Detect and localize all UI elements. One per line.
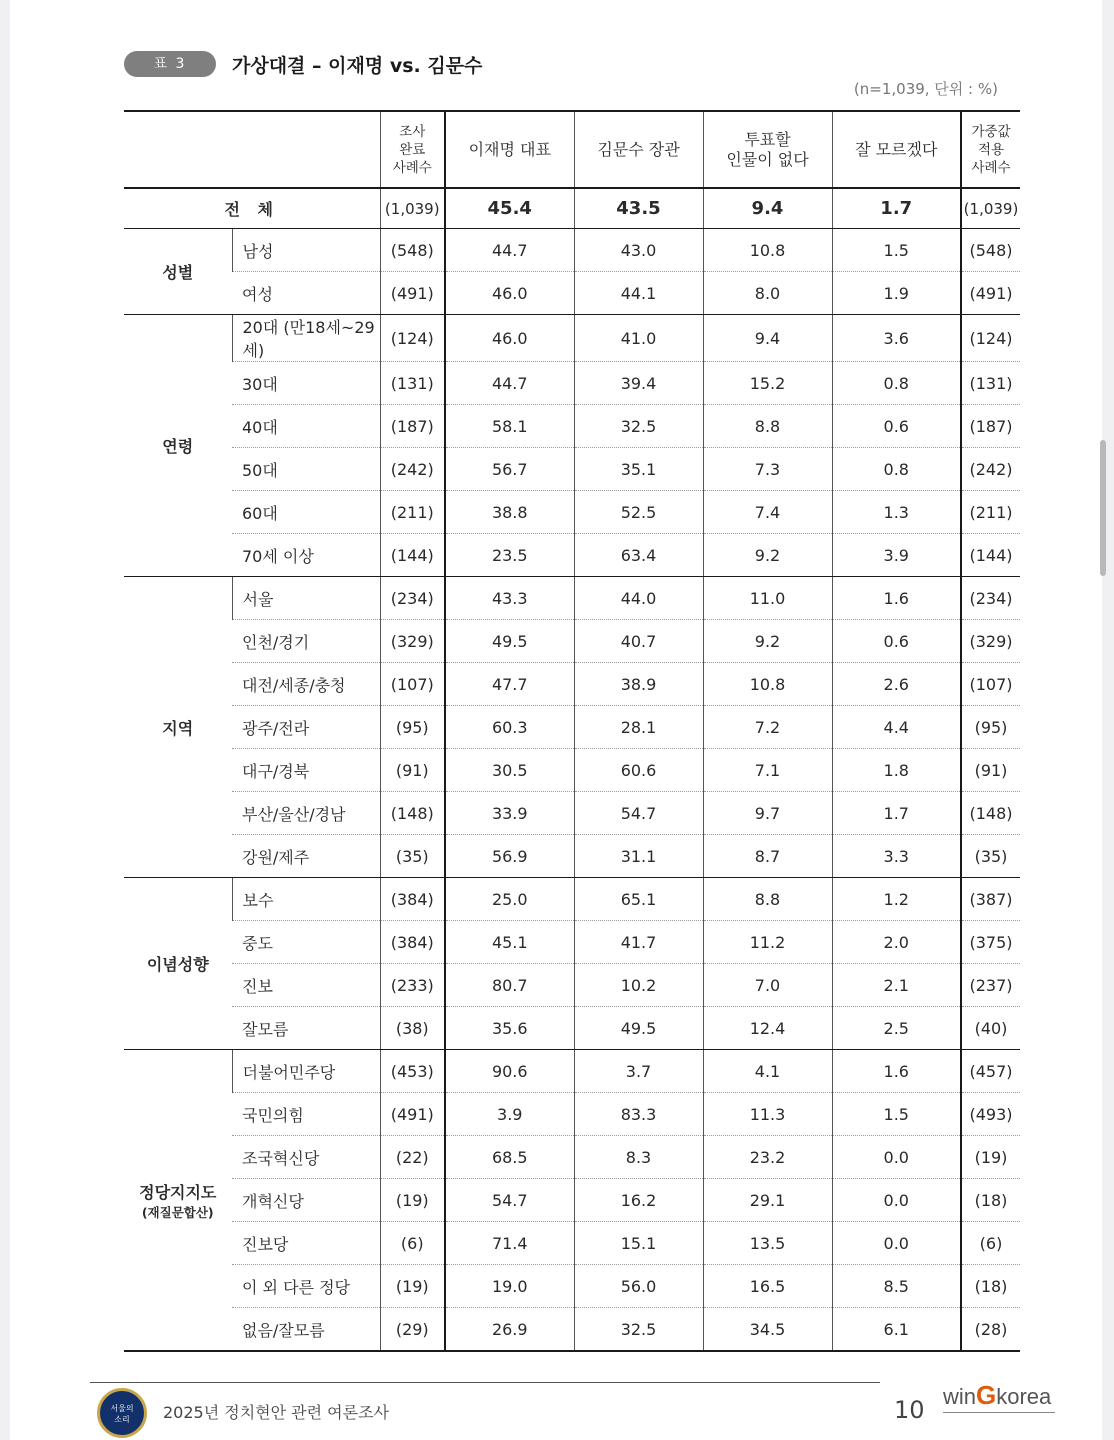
table-row (124, 878, 1020, 921)
row-label: 광주/전라 (232, 706, 380, 749)
weighted-count: (40) (961, 1007, 1020, 1050)
value-lee: 56.9 (445, 835, 574, 878)
row-count: (35) (380, 835, 445, 878)
survey-results-table (124, 110, 1020, 1352)
value-lee: 90.6 (445, 1050, 574, 1093)
value-kim: 83.3 (574, 1093, 703, 1136)
row-label: 보수 (232, 878, 380, 921)
value-kim: 49.5 (574, 1007, 703, 1050)
row-label: 더불어민주당 (232, 1050, 380, 1093)
weighted-count: (329) (961, 620, 1020, 663)
weighted-count: (548) (961, 229, 1020, 272)
value-lee: 46.0 (445, 272, 574, 315)
total-lee: 45.4 (445, 188, 574, 229)
value-lee: 49.5 (445, 620, 574, 663)
total-label: 전 체 (124, 188, 380, 229)
row-count: (234) (380, 577, 445, 620)
weighted-count: (91) (961, 749, 1020, 792)
value-kim: 43.0 (574, 229, 703, 272)
value-dk: 0.0 (832, 1136, 961, 1179)
value-none: 7.4 (703, 491, 832, 534)
group-label: 정당지지도 (재질문합산) (124, 1050, 232, 1352)
weighted-count: (35) (961, 835, 1020, 878)
page-number: 10 (894, 1396, 925, 1424)
table-row (124, 448, 1020, 491)
table-row (124, 1136, 1020, 1179)
total-none: 9.4 (703, 188, 832, 229)
row-count: (6) (380, 1222, 445, 1265)
value-none: 12.4 (703, 1007, 832, 1050)
weighted-count: (131) (961, 362, 1020, 405)
row-count: (384) (380, 878, 445, 921)
value-dk: 2.5 (832, 1007, 961, 1050)
table-row (124, 792, 1020, 835)
value-none: 7.2 (703, 706, 832, 749)
row-count: (491) (380, 272, 445, 315)
value-dk: 6.1 (832, 1308, 961, 1352)
table-row (124, 1050, 1020, 1093)
value-lee: 3.9 (445, 1093, 574, 1136)
value-lee: 80.7 (445, 964, 574, 1007)
value-dk: 3.6 (832, 315, 961, 362)
document-page (10, 0, 1102, 1440)
value-lee: 23.5 (445, 534, 574, 577)
weighted-count: (6) (961, 1222, 1020, 1265)
value-dk: 1.3 (832, 491, 961, 534)
value-none: 11.3 (703, 1093, 832, 1136)
weighted-count: (124) (961, 315, 1020, 362)
weighted-count: (242) (961, 448, 1020, 491)
row-label: 30대 (232, 362, 380, 405)
value-dk: 0.0 (832, 1179, 961, 1222)
weighted-count: (19) (961, 1136, 1020, 1179)
value-kim: 41.0 (574, 315, 703, 362)
value-dk: 0.6 (832, 620, 961, 663)
row-label: 부산/울산/경남 (232, 792, 380, 835)
value-none: 29.1 (703, 1179, 832, 1222)
value-lee: 68.5 (445, 1136, 574, 1179)
value-kim: 52.5 (574, 491, 703, 534)
value-kim: 39.4 (574, 362, 703, 405)
weighted-count: (375) (961, 921, 1020, 964)
value-none: 7.0 (703, 964, 832, 1007)
table-row (124, 577, 1020, 620)
value-lee: 26.9 (445, 1308, 574, 1352)
value-dk: 0.8 (832, 362, 961, 405)
weighted-count: (107) (961, 663, 1020, 706)
row-count: (131) (380, 362, 445, 405)
scrollbar-thumb[interactable] (1100, 440, 1106, 576)
value-kim: 63.4 (574, 534, 703, 577)
weighted-count: (237) (961, 964, 1020, 1007)
header-count: 조사 완료 사례수 (380, 111, 445, 188)
value-none: 9.2 (703, 534, 832, 577)
value-dk: 3.3 (832, 835, 961, 878)
value-dk: 1.2 (832, 878, 961, 921)
value-none: 11.2 (703, 921, 832, 964)
row-label: 인천/경기 (232, 620, 380, 663)
value-none: 13.5 (703, 1222, 832, 1265)
table-row (124, 620, 1020, 663)
row-label: 70세 이상 (232, 534, 380, 577)
value-kim: 44.1 (574, 272, 703, 315)
value-lee: 46.0 (445, 315, 574, 362)
table-row (124, 921, 1020, 964)
table-row (124, 835, 1020, 878)
value-none: 8.0 (703, 272, 832, 315)
weighted-count: (387) (961, 878, 1020, 921)
row-count: (22) (380, 1136, 445, 1179)
value-kim: 31.1 (574, 835, 703, 878)
total-row (124, 188, 1020, 229)
group-label: 연령 (124, 315, 232, 577)
row-count: (19) (380, 1179, 445, 1222)
row-label: 50대 (232, 448, 380, 491)
row-label: 여성 (232, 272, 380, 315)
table-row (124, 1093, 1020, 1136)
value-kim: 8.3 (574, 1136, 703, 1179)
value-dk: 4.4 (832, 706, 961, 749)
total-dk: 1.7 (832, 188, 961, 229)
value-dk: 0.0 (832, 1222, 961, 1265)
row-count: (242) (380, 448, 445, 491)
value-none: 10.8 (703, 229, 832, 272)
value-lee: 30.5 (445, 749, 574, 792)
value-none: 9.7 (703, 792, 832, 835)
value-kim: 38.9 (574, 663, 703, 706)
row-count: (144) (380, 534, 445, 577)
value-none: 15.2 (703, 362, 832, 405)
header-none: 투표할 인물이 없다 (703, 111, 832, 188)
value-kim: 60.6 (574, 749, 703, 792)
row-label: 진보 (232, 964, 380, 1007)
publisher-logo: 서울의 소리 (97, 1388, 147, 1438)
row-label: 없음/잘모름 (232, 1308, 380, 1352)
value-none: 34.5 (703, 1308, 832, 1352)
row-count: (548) (380, 229, 445, 272)
value-lee: 71.4 (445, 1222, 574, 1265)
row-count: (329) (380, 620, 445, 663)
value-kim: 65.1 (574, 878, 703, 921)
value-kim: 54.7 (574, 792, 703, 835)
value-kim: 28.1 (574, 706, 703, 749)
value-dk: 0.6 (832, 405, 961, 448)
value-lee: 44.7 (445, 362, 574, 405)
value-none: 4.1 (703, 1050, 832, 1093)
value-lee: 44.7 (445, 229, 574, 272)
table-title: 가상대결 – 이재명 vs. 김문수 (232, 54, 483, 77)
row-count: (187) (380, 405, 445, 448)
weighted-count: (493) (961, 1093, 1020, 1136)
row-count: (19) (380, 1265, 445, 1308)
row-label: 중도 (232, 921, 380, 964)
value-dk: 1.5 (832, 1093, 961, 1136)
weighted-count: (491) (961, 272, 1020, 315)
table-row (124, 1179, 1020, 1222)
value-dk: 1.9 (832, 272, 961, 315)
value-dk: 1.7 (832, 792, 961, 835)
row-count: (29) (380, 1308, 445, 1352)
row-count: (453) (380, 1050, 445, 1093)
table-row (124, 663, 1020, 706)
value-none: 7.3 (703, 448, 832, 491)
value-lee: 54.7 (445, 1179, 574, 1222)
value-none: 7.1 (703, 749, 832, 792)
sample-unit-note: (n=1,039, 단위 : %) (853, 80, 998, 98)
total-count: (1,039) (380, 188, 445, 229)
value-none: 23.2 (703, 1136, 832, 1179)
footer-survey-name: 2025년 정치현안 관련 여론조사 (163, 1403, 389, 1422)
header-weighted: 가중값 적용 사례수 (961, 111, 1020, 188)
value-kim: 44.0 (574, 577, 703, 620)
row-label: 대전/세종/충청 (232, 663, 380, 706)
value-none: 8.8 (703, 405, 832, 448)
row-label: 이 외 다른 정당 (232, 1265, 380, 1308)
row-label: 조국혁신당 (232, 1136, 380, 1179)
value-dk: 0.8 (832, 448, 961, 491)
weighted-count: (457) (961, 1050, 1020, 1093)
value-dk: 2.6 (832, 663, 961, 706)
table-row (124, 1007, 1020, 1050)
value-lee: 19.0 (445, 1265, 574, 1308)
value-kim: 32.5 (574, 405, 703, 448)
weighted-count: (234) (961, 577, 1020, 620)
table-title-row (124, 50, 482, 78)
value-lee: 25.0 (445, 878, 574, 921)
table-number-badge: 표 3 (124, 51, 216, 77)
row-label: 60대 (232, 491, 380, 534)
value-dk: 3.9 (832, 534, 961, 577)
row-count: (384) (380, 921, 445, 964)
table-row (124, 749, 1020, 792)
table-row (124, 534, 1020, 577)
value-kim: 35.1 (574, 448, 703, 491)
group-label: 이념성향 (124, 878, 232, 1050)
row-label: 진보당 (232, 1222, 380, 1265)
row-count: (91) (380, 749, 445, 792)
row-label: 국민의힘 (232, 1093, 380, 1136)
total-kim: 43.5 (574, 188, 703, 229)
footer-divider (90, 1382, 880, 1383)
value-lee: 56.7 (445, 448, 574, 491)
value-kim: 32.5 (574, 1308, 703, 1352)
value-lee: 43.3 (445, 577, 574, 620)
value-lee: 60.3 (445, 706, 574, 749)
value-none: 10.8 (703, 663, 832, 706)
table-row (124, 706, 1020, 749)
table-row (124, 1308, 1020, 1352)
value-dk: 1.6 (832, 577, 961, 620)
table-row (124, 491, 1020, 534)
total-weighted: (1,039) (961, 188, 1020, 229)
row-count: (38) (380, 1007, 445, 1050)
weighted-count: (18) (961, 1179, 1020, 1222)
row-count: (233) (380, 964, 445, 1007)
value-kim: 15.1 (574, 1222, 703, 1265)
header-lee: 이재명 대표 (445, 111, 574, 188)
row-label: 강원/제주 (232, 835, 380, 878)
row-count: (491) (380, 1093, 445, 1136)
value-dk: 1.6 (832, 1050, 961, 1093)
row-count: (124) (380, 315, 445, 362)
brand-underline (943, 1412, 1055, 1413)
value-none: 11.0 (703, 577, 832, 620)
header-empty (124, 111, 380, 188)
group-label: 성별 (124, 229, 232, 315)
row-label: 개혁신당 (232, 1179, 380, 1222)
value-lee: 58.1 (445, 405, 574, 448)
row-label: 대구/경북 (232, 749, 380, 792)
table-header-row (124, 111, 1020, 188)
value-lee: 35.6 (445, 1007, 574, 1050)
value-dk: 1.8 (832, 749, 961, 792)
row-count: (95) (380, 706, 445, 749)
row-count: (107) (380, 663, 445, 706)
value-dk: 2.0 (832, 921, 961, 964)
value-kim: 41.7 (574, 921, 703, 964)
row-label: 20대 (만18세~29세) (232, 315, 380, 362)
value-none: 16.5 (703, 1265, 832, 1308)
value-kim: 3.7 (574, 1050, 703, 1093)
weighted-count: (95) (961, 706, 1020, 749)
value-none: 8.7 (703, 835, 832, 878)
value-lee: 45.1 (445, 921, 574, 964)
value-none: 9.2 (703, 620, 832, 663)
value-none: 9.4 (703, 315, 832, 362)
header-dk: 잘 모르겠다 (832, 111, 961, 188)
row-count: (148) (380, 792, 445, 835)
weighted-count: (211) (961, 491, 1020, 534)
value-kim: 10.2 (574, 964, 703, 1007)
value-none: 8.8 (703, 878, 832, 921)
table-row (124, 362, 1020, 405)
weighted-count: (18) (961, 1265, 1020, 1308)
value-kim: 40.7 (574, 620, 703, 663)
weighted-count: (187) (961, 405, 1020, 448)
value-kim: 16.2 (574, 1179, 703, 1222)
row-label: 잘모름 (232, 1007, 380, 1050)
wingkorea-logo: winGkorea (943, 1380, 1052, 1410)
group-label: 지역 (124, 577, 232, 878)
row-label: 40대 (232, 405, 380, 448)
weighted-count: (28) (961, 1308, 1020, 1352)
table-row (124, 1265, 1020, 1308)
table-row (124, 272, 1020, 315)
value-lee: 38.8 (445, 491, 574, 534)
table-row (124, 964, 1020, 1007)
row-count: (211) (380, 491, 445, 534)
value-kim: 56.0 (574, 1265, 703, 1308)
weighted-count: (144) (961, 534, 1020, 577)
row-label: 남성 (232, 229, 380, 272)
table-row (124, 405, 1020, 448)
value-dk: 2.1 (832, 964, 961, 1007)
header-kim: 김문수 장관 (574, 111, 703, 188)
value-lee: 47.7 (445, 663, 574, 706)
table-row (124, 229, 1020, 272)
value-lee: 33.9 (445, 792, 574, 835)
weighted-count: (148) (961, 792, 1020, 835)
value-dk: 1.5 (832, 229, 961, 272)
row-label: 서울 (232, 577, 380, 620)
table-row (124, 315, 1020, 362)
value-dk: 8.5 (832, 1265, 961, 1308)
table-row (124, 1222, 1020, 1265)
